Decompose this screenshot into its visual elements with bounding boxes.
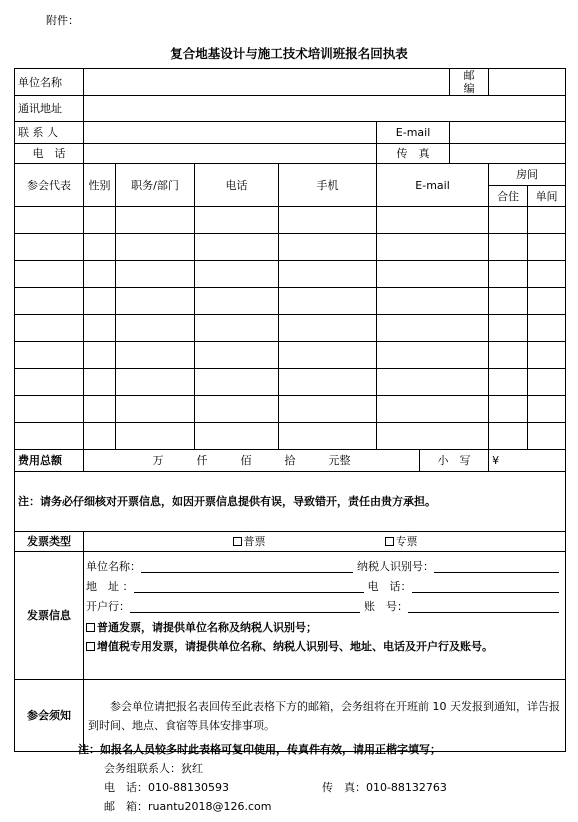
postcode-field[interactable]	[489, 69, 566, 96]
invoice-phone-label: 电 话：	[367, 580, 412, 593]
attachment-label: 附件：	[46, 14, 79, 27]
invoice-info-cell	[84, 552, 566, 680]
invoice-unit-label: 单位名称：	[86, 560, 141, 573]
address-field[interactable]	[84, 96, 566, 122]
attendee-row	[15, 396, 566, 423]
notice-label: 参会须知	[15, 680, 84, 752]
footer-phone: 010-88130593	[148, 781, 229, 794]
invoice-phone-field[interactable]	[412, 578, 560, 593]
unit-name-field[interactable]	[84, 69, 450, 96]
address-row	[15, 96, 566, 122]
col-rep: 参会代表	[15, 164, 84, 207]
invoice-option-normal[interactable]: 普通发票，请提供单位名称及纳税人识别号；	[86, 618, 563, 637]
invoice-taxid-field[interactable]	[434, 558, 559, 573]
attendee-row	[15, 315, 566, 342]
col-phone: 电话	[195, 164, 279, 207]
invoice-type-special[interactable]: 专票	[385, 535, 418, 548]
invoice-notice-row	[15, 472, 566, 532]
invoice-type-row	[15, 532, 566, 552]
footer-phone-fax: 电 话：010-88130593 传 真：010-88132763	[104, 781, 447, 794]
invoice-type-options	[84, 532, 566, 552]
attendee-row	[15, 207, 566, 234]
email-label: E-mail	[377, 122, 450, 144]
footer-email-line: 邮 箱：ruantu2018@126.com	[104, 800, 272, 813]
fax-label: 传 真	[377, 144, 450, 164]
attendee-row	[15, 261, 566, 288]
invoice-bank-field[interactable]	[130, 598, 360, 613]
contact-row	[15, 122, 566, 144]
fee-lowercase-label: 小 写	[420, 450, 489, 472]
contact-field[interactable]	[84, 122, 377, 144]
checkbox-icon[interactable]	[86, 623, 95, 632]
notice-text: 参会单位请把报名表回传至此表格下方的邮箱，会务组将在开班前 10 天发报到通知，详告报到时间、地点、食宿等具体安排事项。	[84, 680, 566, 752]
attendee-row	[15, 342, 566, 369]
fee-row	[15, 450, 566, 472]
fee-lowercase-amount[interactable]: ¥	[489, 450, 566, 472]
phone-field[interactable]	[84, 144, 377, 164]
postcode-label: 邮 编	[450, 69, 489, 96]
phone-row	[15, 144, 566, 164]
phone-label: 电 话	[15, 144, 84, 164]
registration-form-table	[14, 68, 566, 752]
col-room: 房间	[489, 164, 566, 186]
col-position: 职务/部门	[116, 164, 195, 207]
checkbox-icon[interactable]	[385, 537, 394, 546]
attendee-row	[15, 234, 566, 261]
unit-name-label: 单位名称	[15, 69, 84, 96]
attendee-header-row	[15, 164, 566, 186]
contact-label: 联 系 人	[15, 122, 84, 144]
fax-field[interactable]	[450, 144, 566, 164]
col-mobile: 手机	[279, 164, 377, 207]
col-email: E-mail	[377, 164, 489, 207]
attendee-row	[15, 423, 566, 450]
invoice-bank-label: 开户行：	[86, 600, 130, 613]
invoice-taxid-label: 纳税人识别号：	[357, 560, 434, 573]
attendee-row	[15, 369, 566, 396]
col-room-shared: 合住	[489, 186, 528, 207]
invoice-notice: 注：请务必仔细核对开票信息，如因开票信息提供有误，导致错开，责任由贵方承担。	[15, 472, 566, 532]
invoice-option-vat[interactable]: 增值税专用发票，请提供单位名称、纳税人识别号、地址、电话及开户行及账号。	[86, 637, 563, 656]
form-title: 复合地基设计与施工技术培训班报名回执表	[170, 46, 408, 61]
footer-contact: 会务组联系人：狄红	[104, 762, 203, 775]
footer-email[interactable]: ruantu2018@126.com	[148, 800, 272, 813]
col-gender: 性别	[84, 164, 116, 207]
attendee-row	[15, 288, 566, 315]
invoice-type-label: 发票类型	[15, 532, 84, 552]
invoice-address-field[interactable]	[134, 578, 364, 593]
footer-notes	[78, 740, 447, 816]
invoice-address-label: 地 址 ：	[86, 580, 134, 593]
invoice-unit-field[interactable]	[141, 558, 353, 573]
footer-note: 注：如报名人员较多时此表格可复印使用，传真件有效，请用正楷字填写；	[78, 743, 441, 756]
invoice-type-normal[interactable]: 普票	[233, 535, 266, 548]
col-room-single: 单间	[528, 186, 566, 207]
unit-row	[15, 69, 566, 96]
invoice-account-label: 账 号：	[364, 600, 408, 613]
invoice-account-field[interactable]	[408, 598, 559, 613]
address-label: 通讯地址	[15, 96, 84, 122]
invoice-info-row	[15, 552, 566, 680]
invoice-info-label: 发票信息	[15, 552, 84, 680]
footer-fax: 010-88132763	[365, 781, 447, 794]
fee-chinese-amount[interactable]: 万 仟 佰 拾 元整	[84, 450, 420, 472]
fee-label: 费用总额	[15, 450, 84, 472]
checkbox-icon[interactable]	[233, 537, 242, 546]
email-field[interactable]	[450, 122, 566, 144]
checkbox-icon[interactable]	[86, 642, 95, 651]
